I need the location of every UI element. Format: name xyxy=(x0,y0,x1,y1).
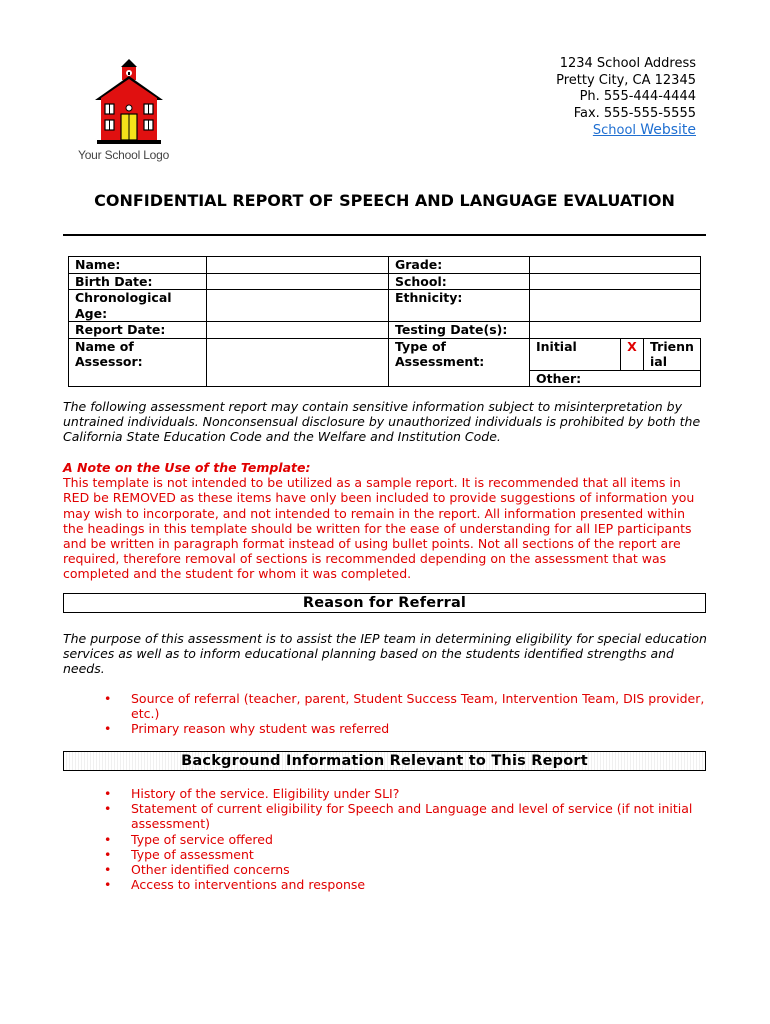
list-item: • Type of assessment xyxy=(104,847,708,862)
confidentiality-disclaimer: The following assessment report may contain sensitive information subject to misinterpretation by untrained individuals. Nonconsensual disclosure by unauthorized individuals is prohibited by both the California State Education Code and the Welfare and Institution Code. xyxy=(63,399,701,445)
report-date-label: Report Date: xyxy=(69,322,207,339)
student-info-table xyxy=(68,256,701,387)
template-note xyxy=(63,460,708,582)
birth-date-value[interactable] xyxy=(207,273,389,290)
phone-number: Ph. 555-444-4444 xyxy=(579,89,696,104)
testing-dates-label: Testing Date(s): xyxy=(389,322,530,339)
background-bullet-list xyxy=(104,786,708,892)
school-address xyxy=(556,56,696,140)
ethnicity-label: Ethnicity: xyxy=(389,290,530,322)
assessor-label: Name of Assessor: xyxy=(69,338,207,387)
report-date-value[interactable] xyxy=(207,322,389,339)
chronological-age-label: Chronological Age: xyxy=(69,290,207,322)
birth-date-label: Birth Date: xyxy=(69,273,207,290)
section-heading-background: Background Information Relevant to This Report xyxy=(63,751,706,771)
grade-value[interactable] xyxy=(530,257,701,274)
list-item: • Statement of current eligibility for Speech and Language and level of service (if not initial assessment) xyxy=(104,801,708,831)
report-title: CONFIDENTIAL REPORT OF SPEECH AND LANGUAGE EVALUATION xyxy=(94,191,675,210)
school-label: School: xyxy=(389,273,530,290)
school-website-link[interactable]: School Website xyxy=(592,122,696,138)
list-item: • Source of referral (teacher, parent, Student Success Team, Intervention Team, DIS provider, etc.) xyxy=(104,691,708,721)
grade-label: Grade: xyxy=(389,257,530,274)
list-item: • Primary reason why student was referred xyxy=(104,721,708,736)
initial-option[interactable]: Initial xyxy=(530,338,621,370)
list-item: • History of the service. Eligibility under SLI? xyxy=(104,786,708,801)
fax-number: Fax. 555-555-5555 xyxy=(573,105,696,121)
address-line-2: Pretty City, CA 12345 xyxy=(556,72,696,88)
list-item: • Type of service offered xyxy=(104,832,708,847)
list-item: • Access to interventions and response xyxy=(104,877,708,892)
title-divider xyxy=(63,234,706,236)
referral-intro: The purpose of this assessment is to assist the IEP team in determining eligibility for special education services as well as to inform educational planning based on the students identified strengths and needs. xyxy=(63,631,707,677)
assessor-value[interactable] xyxy=(207,338,389,387)
address-line-1: 1234 School Address xyxy=(559,56,696,71)
other-option[interactable]: Other: xyxy=(530,370,701,387)
section-heading-referral: Reason for Referral xyxy=(63,593,706,613)
name-value[interactable] xyxy=(207,257,389,274)
template-note-heading: A Note on the Use of the Template: xyxy=(63,460,311,475)
list-item: • Other identified concerns xyxy=(104,862,708,877)
school-value[interactable] xyxy=(530,273,701,290)
ethnicity-value[interactable] xyxy=(530,290,701,322)
assessment-type-label: Type of Assessment: xyxy=(389,338,530,387)
referral-bullet-list xyxy=(104,691,708,737)
school-logo xyxy=(93,58,165,148)
logo-caption: Your School Logo xyxy=(78,148,170,162)
template-note-body: This template is not intended to be utilized as a sample report. It is recommended that all items in RED be REMOVED as these items have only been included to provide suggestions of information you may wish to incorporate, and not intended to remain in the report. All information presented within the headings in this template should be written for the ease of understanding for all IEP participants and be written in paragraph format instead of using bullet points. Not all sections of the report are required, therefore removal of sections is recommended depending on the assessment that was completed and the student for whom it was completed. xyxy=(63,475,695,582)
chronological-age-value[interactable] xyxy=(207,290,389,322)
triennial-checkmark[interactable]: X xyxy=(621,338,644,370)
name-label: Name: xyxy=(69,257,207,274)
testing-dates-value[interactable] xyxy=(530,322,701,339)
triennial-option[interactable]: Trienn ial xyxy=(644,338,701,370)
